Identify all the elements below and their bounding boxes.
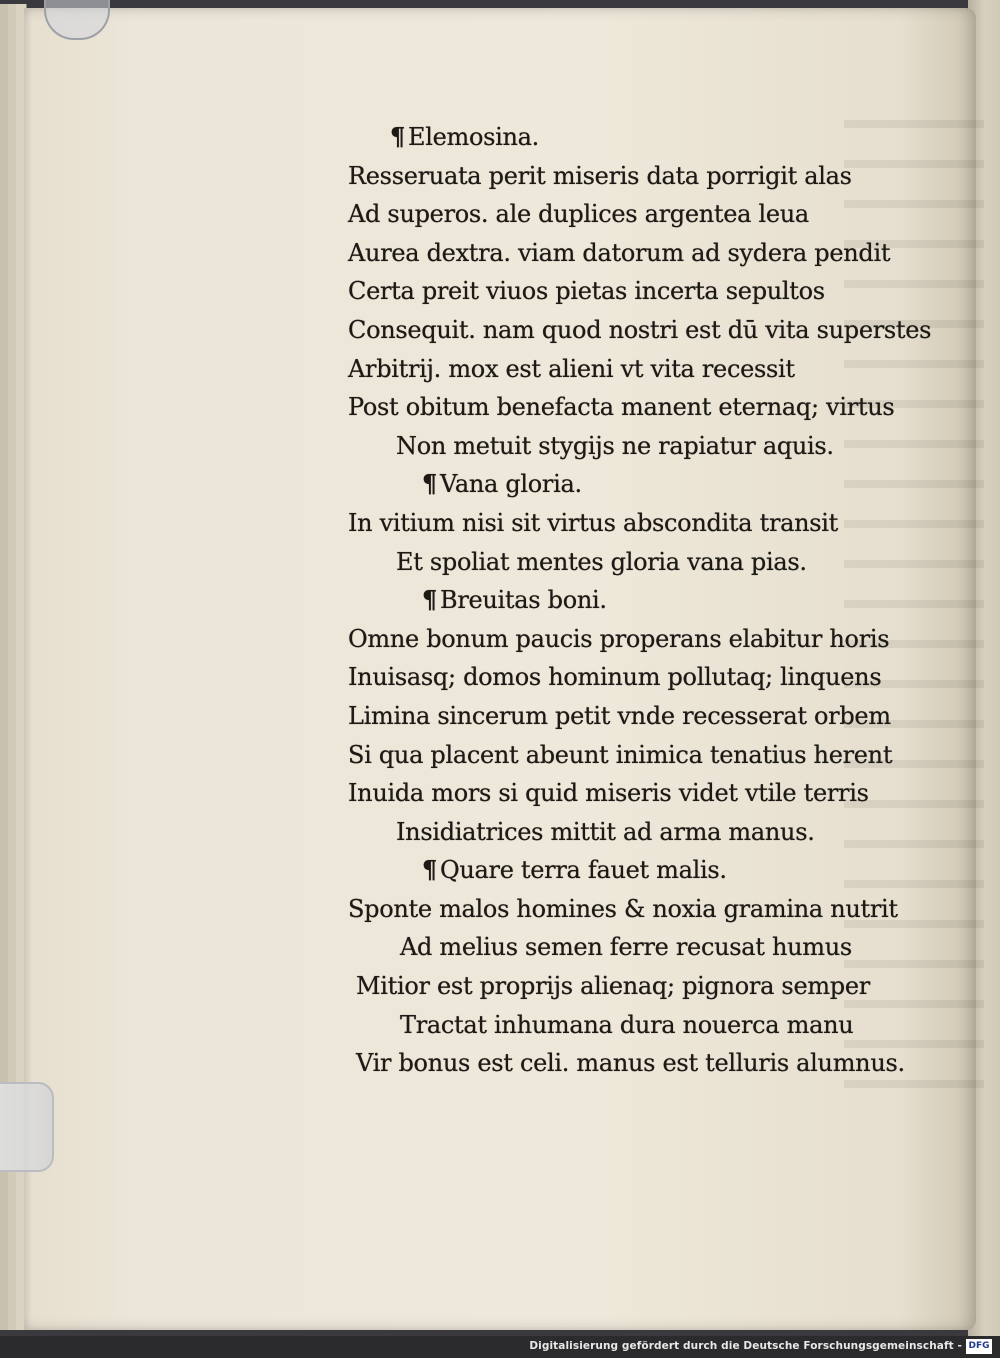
verse-line: Si qua placent abeunt inimica tenatius herent [348, 740, 893, 769]
book-page [24, 8, 976, 1330]
verse-line: Limina sincerum petit vnde recesserat orbem [348, 701, 891, 730]
verse-line: Inuida mors si quid miseris videt vtile terris [348, 779, 869, 808]
pilcrow: ¶ [390, 122, 405, 151]
footer-bar [0, 1336, 1000, 1358]
verse-line-indented: Ad melius semen ferre recusat humus [400, 933, 852, 962]
verse-line: Mitior est proprijs alienaq; pignora semper [356, 972, 870, 1001]
heading-line: ¶ Vana gloria. [422, 469, 582, 499]
verse-line-indented: Et spoliat mentes gloria vana pias. [396, 547, 807, 576]
poem-text-block [348, 118, 932, 1083]
heading-line: ¶ Elemosina. [390, 122, 539, 151]
pilcrow: ¶ [422, 855, 437, 885]
verse-line: Arbitrij. mox est alieni vt vita recessit [348, 354, 795, 383]
heading-line: ¶ Quare terra fauet malis. [422, 855, 727, 885]
verse-line: Inuisasq; domos hominum pollutaq; linquens [348, 663, 882, 692]
verse-line: Omne bonum paucis properans elabitur horis [348, 624, 890, 653]
verse-line: Post obitum benefacta manent eternaq; virtus [348, 393, 895, 422]
verse-line-indented: Tractat inhumana dura nouerca manu [400, 1010, 854, 1039]
funding-credit: Digitalisierung gefördert durch die Deutsche Forschungsgemeinschaft - [529, 1340, 962, 1352]
verse-line: In vitium nisi sit virtus abscondita transit [348, 508, 839, 537]
verse-line: Sponte malos homines & noxia gramina nutrit [348, 894, 898, 923]
verse-line-indented: Insidiatrices mittit ad arma manus. [396, 817, 815, 846]
page-clip [0, 1082, 54, 1172]
verse-line: Consequit. nam quod nostri est dū vita superstes [348, 315, 932, 344]
verse-line: Aurea dextra. viam datorum ad sydera pendit [348, 238, 891, 267]
pilcrow: ¶ [422, 585, 437, 615]
verse-line: Ad superos. ale duplices argentea leua [348, 200, 809, 229]
pilcrow: ¶ [422, 469, 437, 499]
verse-line: Vir bonus est celi. manus est telluris alumnus. [356, 1049, 905, 1078]
dfg-logo: DFG [966, 1339, 992, 1354]
verse-line: Resseruata perit miseris data porrigit alas [348, 161, 852, 190]
verse-line: Certa preit viuos pietas incerta sepultos [348, 277, 825, 306]
heading-line: ¶ Breuitas boni. [422, 585, 607, 615]
verse-line-indented: Non metuit stygijs ne rapiatur aquis. [396, 431, 834, 460]
